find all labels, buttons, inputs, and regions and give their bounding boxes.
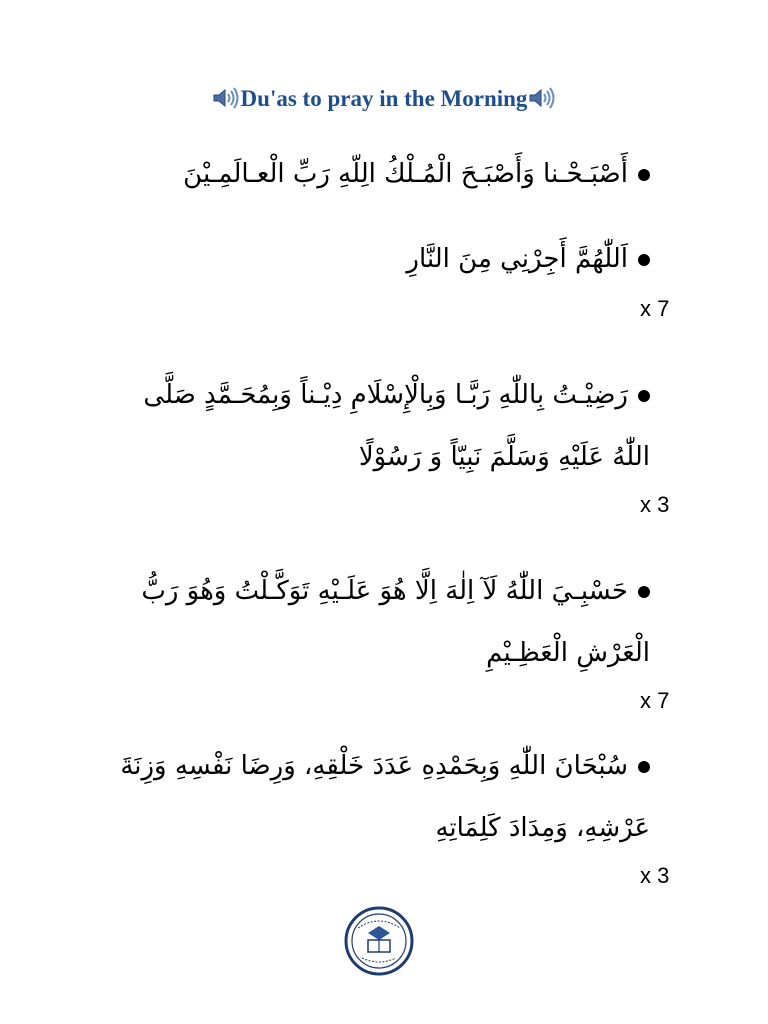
repeat-count: x 3	[640, 492, 670, 517]
bullet	[638, 586, 650, 598]
dua-item	[110, 364, 650, 488]
dua-item	[110, 228, 650, 290]
dua-text: سُبْحَانَ اللّٰهِ وَبِحَمْدِهِ عَدَدَ خَلْقِهِ، وَرِضَا نَفْسِهِ وَزِنَةَ عَرْشِهِ، وَمِدَادَ كَلِمَاتِهِ	[120, 751, 650, 843]
dua-text: أَصْبَـحْـنا وَأَصْبَـحَ الْمُـلْكُ الِلّهِ رَبِّ الْعـالَمِـيْنَ	[183, 159, 628, 189]
seal-logo-icon	[344, 906, 414, 976]
bullet	[638, 254, 650, 266]
speaker-icon	[211, 87, 241, 109]
dua-item	[110, 735, 650, 859]
dua-item	[110, 143, 650, 205]
dua-text: رَضِيْـتُ بِاللّٰهِ رَبَّـا وَبِالْإِسْلَامِ دِيْـناً وَبِمُحَـمَّدٍ صَلَّى اللّٰهُ عَلَيْهِ وَسَلَّمَ نَبِيّاً وَ رَسُوْلًا	[143, 380, 650, 472]
page-title	[0, 86, 768, 112]
repeat-count: x 7	[640, 296, 670, 321]
bullet	[638, 169, 650, 181]
dua-item	[110, 560, 650, 684]
dua-text: اَللّٰهُمَّ أَجِرْنِي مِنَ النَّارِ	[406, 244, 628, 274]
speaker-icon	[527, 87, 557, 109]
repeat-count: x 7	[640, 688, 670, 713]
bullet	[638, 761, 650, 773]
bullet	[638, 390, 650, 402]
repeat-count: x 3	[640, 863, 670, 888]
dua-text: حَسْبِـيَ اللّٰهُ لَآ اِلٰهَ اِلَّا هُوَ عَلَـيْهِ تَوَكَّـلْتُ وَهُوَ رَبُّ الْعَرْشِ الْعَظِـيْمِ	[141, 576, 650, 668]
title-text: Du'as to pray in the Morning	[240, 86, 528, 111]
